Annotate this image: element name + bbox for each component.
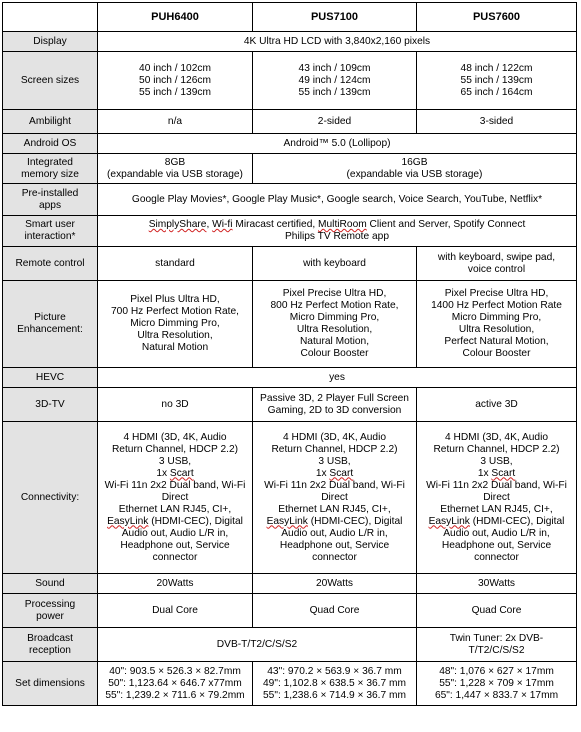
broadcast-shared: DVB-T/T2/C/S/S2 — [98, 628, 417, 662]
label-hevc: HEVC — [3, 368, 98, 388]
memory-puh6400: 8GB (expandable via USB storage) — [98, 154, 253, 184]
row-3d-tv — [3, 388, 577, 422]
conn-easylink: EasyLink — [266, 515, 308, 527]
conn-a: 4 HDMI (3D, 4K, Audio Return Channel, HDCP 2.2) 3 USB, 1x — [111, 431, 239, 479]
row-hevc — [3, 368, 577, 388]
conn-scart: Scart — [329, 467, 354, 479]
connectivity-pus7600 — [417, 422, 577, 574]
connectivity-pus7100 — [253, 422, 417, 574]
screen-sizes-pus7100: 43 inch / 109cm 49 inch / 124cm 55 inch / 139cm — [253, 52, 417, 110]
label-android-os: Android OS — [3, 134, 98, 154]
spec-table — [2, 2, 577, 706]
3d-tv-pus7600: active 3D — [417, 388, 577, 422]
label-remote: Remote control — [3, 247, 98, 281]
row-processing — [3, 594, 577, 628]
conn-c: (HDMI-CEC), Digital Audio out, Audio L/R in, Headphone out, Service connector — [441, 515, 565, 563]
label-display: Display — [3, 32, 98, 52]
3d-tv-pus7100: Passive 3D, 2 Player Full Screen Gaming, 2D to 3D conversion — [253, 388, 417, 422]
label-screen-sizes: Screen sizes — [3, 52, 98, 110]
conn-a: 4 HDMI (3D, 4K, Audio Return Channel, HDCP 2.2) 3 USB, 1x — [271, 431, 398, 479]
label-smart: Smart user interaction* — [3, 216, 98, 247]
connectivity-puh6400 — [98, 422, 253, 574]
label-sound: Sound — [3, 574, 98, 594]
row-android-os — [3, 134, 577, 154]
row-apps — [3, 184, 577, 216]
label-ambilight: Ambilight — [3, 110, 98, 134]
row-remote — [3, 247, 577, 281]
sound-pus7100: 20Watts — [253, 574, 417, 594]
row-broadcast — [3, 628, 577, 662]
broadcast-pus7600: Twin Tuner: 2x DVB- T/T2/C/S/S2 — [417, 628, 577, 662]
ambilight-puh6400: n/a — [98, 110, 253, 134]
smart-rest: Client and Server, Spotify Connect — [366, 219, 526, 230]
smart-remote-app: Philips TV Remote app — [284, 231, 389, 242]
conn-scart: Scart — [169, 467, 194, 479]
label-apps: Pre-installed apps — [3, 184, 98, 216]
memory-pus: 16GB (expandable via USB storage) — [253, 154, 577, 184]
header-pus7600: PUS7600 — [417, 3, 577, 32]
apps-value: Google Play Movies*, Google Play Music*, Google search, Voice Search, YouTube, Netflix* — [98, 184, 577, 216]
label-memory: Integrated memory size — [3, 154, 98, 184]
smart-sep: , — [206, 219, 213, 230]
android-os-value: Android™ 5.0 (Lollipop) — [98, 134, 577, 154]
row-picture — [3, 281, 577, 368]
conn-scart: Scart — [491, 467, 516, 479]
header-pus7100: PUS7100 — [253, 3, 417, 32]
remote-pus7600: with keyboard, swipe pad, voice control — [417, 247, 577, 281]
header-blank — [3, 3, 98, 32]
ambilight-pus7100: 2-sided — [253, 110, 417, 134]
picture-pus7100: Pixel Precise Ultra HD, 800 Hz Perfect Motion Rate, Micro Dimming Pro, Ultra Resolution, Natural Motion, Colour Booster — [253, 281, 417, 368]
label-picture: Picture Enhancement: — [3, 281, 98, 368]
display-value: 4K Ultra HD LCD with 3,840x2,160 pixels — [98, 32, 577, 52]
label-processing: Processing power — [3, 594, 98, 628]
sound-pus7600: 30Watts — [417, 574, 577, 594]
conn-a: 4 HDMI (3D, 4K, Audio Return Channel, HDCP 2.2) 3 USB, 1x — [433, 431, 560, 479]
smart-simplyshare: SimplyShare — [148, 219, 207, 230]
conn-b: Wi-Fi 11n 2x2 Dual band, Wi-Fi Direct Ethernet LAN RJ45, CI+, — [426, 479, 567, 515]
smart-value — [98, 216, 577, 247]
picture-puh6400: Pixel Plus Ultra HD, 700 Hz Perfect Motion Rate, Micro Dimming Pro, Ultra Resolution, Natural Motion — [98, 281, 253, 368]
processing-pus7600: Quad Core — [417, 594, 577, 628]
dimensions-puh6400: 40": 903.5 × 526.3 × 82.7mm 50": 1,123.64 × 646.7 x77mm 55": 1,239.2 × 711.6 × 79.2mm — [98, 662, 253, 706]
sound-puh6400: 20Watts — [98, 574, 253, 594]
conn-b: Wi-Fi 11n 2x2 Dual band, Wi-Fi Direct Ethernet LAN RJ45, CI+, — [104, 479, 246, 515]
row-screen-sizes — [3, 52, 577, 110]
row-memory — [3, 154, 577, 184]
screen-sizes-puh6400: 40 inch / 102cm 50 inch / 126cm 55 inch / 139cm — [98, 52, 253, 110]
row-connectivity — [3, 422, 577, 574]
ambilight-pus7600: 3-sided — [417, 110, 577, 134]
label-3d-tv: 3D-TV — [3, 388, 98, 422]
smart-multiroom: MultiRoom — [318, 219, 367, 230]
row-display — [3, 32, 577, 52]
remote-pus7100: with keyboard — [253, 247, 417, 281]
label-dimensions: Set dimensions — [3, 662, 98, 706]
conn-c: (HDMI-CEC), Digital Audio out, Audio L/R in, Headphone out, Service connector — [279, 515, 403, 563]
row-smart — [3, 216, 577, 247]
remote-puh6400: standard — [98, 247, 253, 281]
smart-miracast: Miracast certified, — [232, 219, 319, 230]
hevc-value: yes — [98, 368, 577, 388]
header-row — [3, 3, 577, 32]
conn-easylink: EasyLink — [107, 515, 149, 527]
row-sound — [3, 574, 577, 594]
label-broadcast: Broadcast reception — [3, 628, 98, 662]
screen-sizes-pus7600: 48 inch / 122cm 55 inch / 139cm 65 inch / 164cm — [417, 52, 577, 110]
conn-c: (HDMI-CEC), Digital Audio out, Audio L/R in, Headphone out, Service connector — [120, 515, 243, 563]
smart-wifi: Wi-fi — [212, 219, 233, 230]
processing-pus7100: Quad Core — [253, 594, 417, 628]
conn-easylink: EasyLink — [428, 515, 470, 527]
row-dimensions — [3, 662, 577, 706]
label-connectivity: Connectivity: — [3, 422, 98, 574]
dimensions-pus7100: 43": 970.2 × 563.9 × 36.7 mm 49": 1,102.8 × 638.5 × 36.7 mm 55": 1,238.6 × 714.9 × 36.7 mm — [253, 662, 417, 706]
3d-tv-puh6400: no 3D — [98, 388, 253, 422]
header-puh6400: PUH6400 — [98, 3, 253, 32]
conn-b: Wi-Fi 11n 2x2 Dual band, Wi-Fi Direct Ethernet LAN RJ45, CI+, — [264, 479, 405, 515]
row-ambilight — [3, 110, 577, 134]
processing-puh6400: Dual Core — [98, 594, 253, 628]
picture-pus7600: Pixel Precise Ultra HD, 1400 Hz Perfect Motion Rate Micro Dimming Pro, Ultra Resolution, Perfect Natural Motion, Colour Booster — [417, 281, 577, 368]
dimensions-pus7600: 48": 1,076 × 627 × 17mm 55": 1,228 × 709 × 17mm 65": 1,447 × 833.7 × 17mm — [417, 662, 577, 706]
